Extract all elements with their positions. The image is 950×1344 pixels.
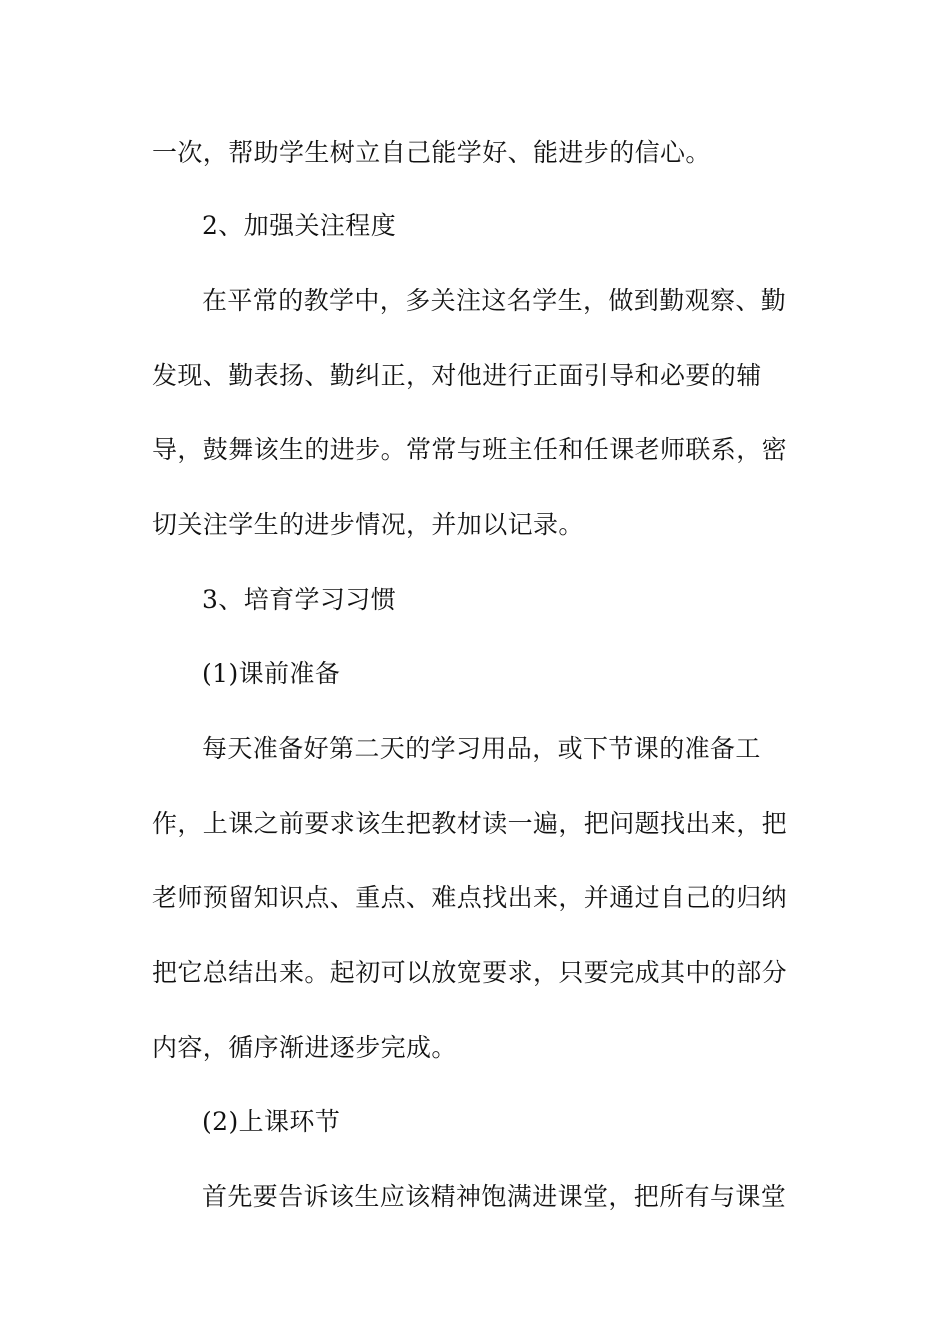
paragraph-line: 首先要告诉该生应该精神饱满进课堂，把所有与课堂 (202, 1182, 787, 1211)
section-heading: 2、加强关注程度 (202, 211, 397, 240)
section-heading: 3、培育学习习惯 (202, 585, 397, 614)
paragraph-line: 切关注学生的进步情况，并加以记录。 (152, 510, 584, 539)
paragraph-line: 一次，帮助学生树立自己能学好、能进步的信心。 (152, 138, 711, 167)
subsection-heading: (2)上课环节 (202, 1107, 341, 1136)
paragraph-line: 在平常的教学中，多关注这名学生，做到勤观察、勤 (202, 286, 787, 315)
paragraph-line: 把它总结出来。起初可以放宽要求，只要完成其中的部分 (152, 958, 788, 987)
paragraph-line: 每天准备好第二天的学习用品，或下节课的准备工 (202, 734, 761, 763)
paragraph-line: 老师预留知识点、重点、难点找出来，并通过自己的归纳 (152, 883, 788, 912)
paragraph-line: 内容，循序渐进逐步完成。 (152, 1033, 457, 1062)
paragraph-line: 导，鼓舞该生的进步。常常与班主任和任课老师联系，密 (152, 435, 788, 464)
paragraph-line: 作，上课之前要求该生把教材读一遍，把问题找出来，把 (152, 809, 788, 838)
paragraph-line: 发现、勤表扬、勤纠正，对他进行正面引导和必要的辅 (152, 361, 762, 390)
subsection-heading: (1)课前准备 (202, 659, 341, 688)
